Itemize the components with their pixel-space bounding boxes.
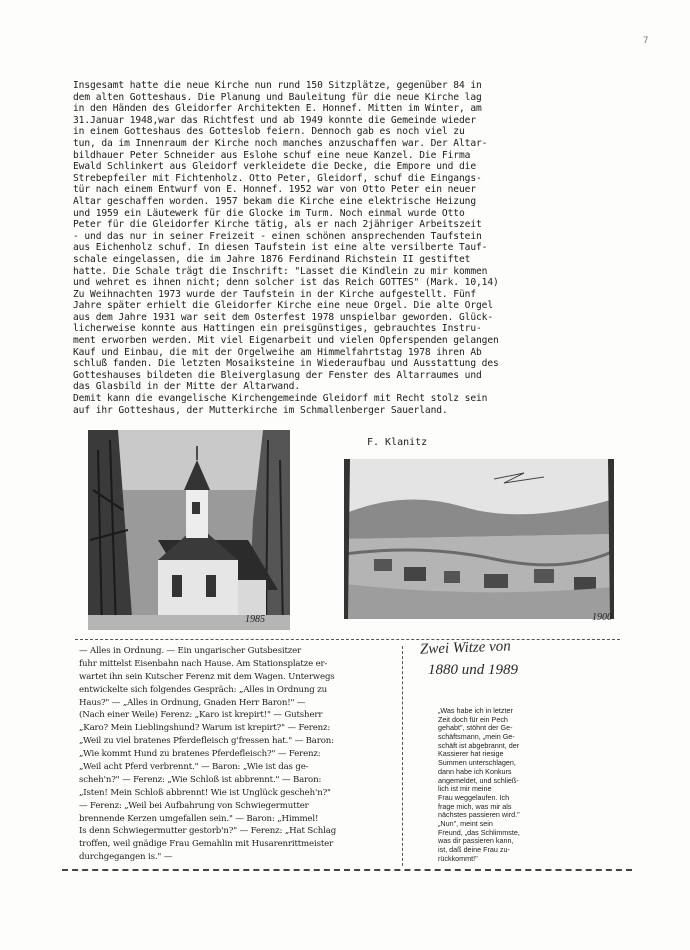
- joke-1880-line: „Wie kommt Hund zu bratenes Pferdefleisch?" — Ferenz:: [79, 749, 321, 760]
- article-line: Demit kann die evangelische Kirchengemeinde Gleidorf mit Recht stolz sein: [73, 393, 488, 405]
- church-photo-1985: [88, 430, 290, 630]
- joke-1880-line: fuhr mittelst Eisenbahn nach Hause. Am Stationsplatze er-: [79, 658, 328, 669]
- joke-1880-line: „Isten! Mein Schloß abbrennt! Wie ist Unglück gescheh'n?": [79, 787, 331, 798]
- village-photo-drawing: [344, 459, 614, 619]
- joke-1989-line: dann habe ich Konkurs: [438, 766, 512, 776]
- joke-1880-line: Haus?" — „Alles in Ordnung, Gnaden Herr Baron!" —: [79, 697, 306, 708]
- article-line: licherweise konnte aus Hattingen ein preisgünstiges, gebrauchtes Instru-: [73, 323, 482, 335]
- article-line: Kauf und Einbau, die mit der Orgelweihe am Himmelfahrtstag 1978 ihren Ab: [73, 346, 482, 358]
- article-line: aus Eichenholz schuf. In diesen Taufstein ist eine alte versilberte Tauf-: [73, 242, 488, 254]
- article-line: 31.Januar 1948,war das Richtfest und ab 1949 konnte die Gemeinde wieder: [73, 114, 476, 126]
- photo-year-right: 1900: [592, 612, 612, 623]
- column-divider: [402, 646, 403, 866]
- joke-1880-line: „Karo? Mein Lieblingshund? Warum ist krepirt?" — Ferenz:: [79, 723, 331, 734]
- article-line: Strebepfeiler mit Fichtenholz. Otto Peter, Gleidorf, schuf die Eingangs-: [73, 172, 482, 184]
- article-line: Zu Weihnachten 1973 wurde der Taufstein in der Kirche aufgestellt. Fünf: [73, 288, 476, 300]
- joke-1989-line: rückkommt!": [438, 853, 478, 863]
- author-name: F. Klanitz: [367, 437, 428, 448]
- joke-1989-line: „Nun", meint sein: [438, 818, 493, 828]
- joke-1880-line: „Weil zu viel bratenes Pferdefleisch g'fressen hat." — Baron:: [79, 736, 334, 747]
- joke-1989-line: schäft ist abgebrannt, der: [438, 740, 520, 750]
- article-line: hatte. Die Schale trägt die Inschrift: "Lasset die Kindlein zu mir kommen: [73, 265, 488, 277]
- article-line: Insgesamt hatte die neue Kirche nun rund 150 Sitzplätze, gegenüber 84 in: [73, 80, 482, 91]
- article-line: dem alten Gotteshaus. Die Planung und Bauleitung für die neue Kirche lag: [73, 91, 482, 103]
- article-line: Gotteshauses bildeten die Bleiverglasung der Fenster des Altarraumes und: [73, 369, 482, 381]
- article-line: das Glasbild in der Mitte der Altarwand.: [73, 381, 301, 393]
- article-line: Jahre später erhielt die Gleidorfer Kirche eine neue Orgel. Die alte Orgel: [73, 300, 494, 312]
- joke-1989-line: lich ist mir meine: [438, 784, 492, 794]
- joke-1880-line: „Weil acht Pferd verbrennt." — Baron: „Wie ist das ge-: [79, 762, 309, 773]
- handwritten-heading: [420, 640, 620, 690]
- handwritten-heading-line-2: 1880 und 1989: [428, 662, 518, 678]
- article-line: tür nach einem Entwurf von E. Honnef. 1952 war von Otto Peter ein neuer: [73, 184, 476, 196]
- joke-1880-line: entwickelte sich folgendes Gespräch: „Alles in Ordnung zu: [79, 684, 327, 695]
- article-line: aus dem Jahre 1931 war seit dem Osterfest 1978 unspielbar geworden. Glück-: [73, 311, 494, 323]
- article-line: in einem Gotteshaus des Gotteslob feiern. Dennoch gab es noch viel zu: [73, 126, 465, 138]
- joke-1989-line: schäftsmann, „mein Ge-: [438, 732, 515, 742]
- church-photo-drawing: [88, 430, 290, 630]
- article-line: und 1959 ein Läutewerk für die Glocke im Turm. Noch einmal wurde Otto: [73, 207, 465, 219]
- photo-year-left: 1985: [245, 614, 265, 625]
- article-line: tun, da im Innenraum der Kirche noch manches anzuschaffen war. Der Altar-: [73, 137, 488, 149]
- article-text: [73, 80, 613, 416]
- article-line: Peter für die Gleidorfer Kirche tätig, als er nach 2jähriger Arbeitszeit: [73, 219, 482, 231]
- joke-1880-text: [79, 645, 397, 864]
- article-line: Altar geschaffen worden. 1957 bekam die Kirche eine elektrische Heizung: [73, 195, 476, 207]
- article-line: ment erworben werden. Mit viel Eigenarbeit und vielen Opferspenden gelangen: [73, 335, 499, 347]
- joke-1880-line: scheh'n?" — Ferenz: „Wie Schloß ist abbrennt." — Baron:: [79, 774, 322, 785]
- handwritten-heading-line-1: Zwei Witze von: [419, 638, 512, 658]
- corner-mark: 7: [643, 36, 649, 46]
- joke-1989-line: Summen unterschlagen,: [438, 758, 516, 768]
- article-line: Ewald Schlinkert aus Gleidorf verkleidete die Decke, die Empore und die: [73, 161, 476, 173]
- section-divider-bottom: [62, 869, 632, 871]
- joke-1880-line: brennende Kerzen umgefallen sein." — Baron: „Himmel!: [79, 813, 319, 824]
- joke-1989-line: was dir passieren kann,: [438, 836, 514, 846]
- joke-1880-line: (Nach einer Weile) Ferenz: „Karo ist krepirt!" — Gutsherr: [79, 710, 323, 721]
- village-photo-1900: [344, 459, 614, 619]
- joke-1880-line: — Ferenz: „Weil bei Aufbahrung von Schwiegermutter: [79, 800, 309, 811]
- joke-1989-line: Frau weggelaufen. Ich: [438, 792, 510, 802]
- joke-1989-text: [438, 707, 608, 863]
- joke-1989-line: ist, daß deine Frau zu-: [438, 845, 510, 854]
- joke-1989-line: Kassierer hat riesige: [438, 749, 504, 759]
- article-line: schale eingelassen, die im Jahre 1876 Ferdinand Richstein II gestiftet: [73, 253, 471, 265]
- article-line: und wehret es ihnen nicht; denn solcher ist das Reich GOTTES" (Mark. 10,14): [73, 277, 499, 289]
- joke-1880-line: Is denn Schwiegermutter gestorb'n?" — Ferenz: „Hat Schlag: [79, 826, 337, 837]
- joke-1989-line: frage mich, was mir als: [438, 801, 512, 811]
- joke-1989-line: „Was habe ich in letzter: [438, 706, 513, 715]
- article-line: schluß fanden. Die letzten Mosaiksteine in Wiederaufbau und Ausstattung des: [73, 358, 499, 370]
- joke-1989-line: nächstes passieren wird.": [438, 810, 520, 820]
- joke-1989-line: Zeit doch für ein Pech: [438, 714, 508, 724]
- joke-1989-line: angemeldet, und schließ-: [438, 775, 519, 785]
- article-line: bildhauer Peter Schneider aus Eslohe schuf eine neue Kanzel. Die Firma: [73, 149, 471, 161]
- joke-1989-line: gehabt", stöhnt der Ge-: [438, 723, 513, 733]
- joke-1880-line: wartet ihn sein Kutscher Ferenz mit dem Wagen. Unterwegs: [79, 671, 335, 682]
- article-line: in den Händen des Gleidorfer Architekten E. Honnef. Mitten im Winter, am: [73, 103, 482, 115]
- article-line: - und das nur in seiner Freizeit - einen schönen ansprechenden Taufstein: [73, 230, 482, 242]
- article-line: auf ihr Gotteshaus, der Mutterkirche im Schmallenberger Sauerland.: [73, 404, 448, 416]
- joke-1880-line: troffen, weil gnädige Frau Gemahlin mit Husarenrittmeister: [79, 839, 334, 850]
- joke-1989-line: Freund, „das Schlimmste,: [438, 827, 520, 837]
- joke-1880-line: — Alles in Ordnung. — Ein ungarischer Gutsbesitzer: [79, 646, 302, 656]
- joke-1880-line: durchgegangen is." —: [79, 852, 173, 863]
